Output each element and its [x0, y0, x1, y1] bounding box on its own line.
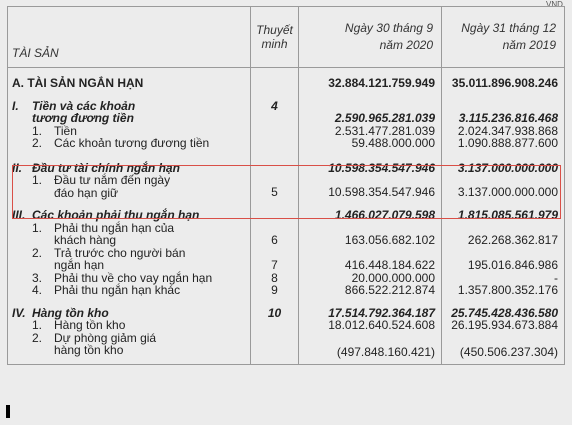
note-ref: 7 — [251, 247, 299, 272]
value-2019: 2.024.347.938.868 — [442, 125, 565, 138]
row-label: III. Các khoản phải thu ngắn hạn — [8, 199, 251, 222]
header-note: Thuyết minh — [251, 7, 299, 68]
value-2019: 262.268.362.817 — [442, 222, 565, 247]
black-marker — [6, 405, 10, 418]
value-2019: 1.357.800.352.176 — [442, 284, 565, 297]
value-2019: 1.090.888.877.600 — [442, 137, 565, 150]
table-row — [8, 332, 565, 365]
row-label: A. TÀI SẢN NGẮN HẠN — [8, 68, 251, 90]
row-label: 1. Hàng tồn kho — [8, 319, 251, 332]
note-ref: 4 — [251, 90, 299, 125]
row-label: 2. Trả trước cho người bán ngắn hạn — [8, 247, 251, 272]
table-row — [8, 222, 565, 247]
value-2020: 2.531.477.281.039 — [299, 125, 442, 138]
header-date-2019: Ngày 31 tháng 12 năm 2019 — [442, 7, 565, 68]
table-row-section-a — [8, 68, 565, 90]
value-2020: 866.522.212.874 — [299, 284, 442, 297]
row-label: I. Tiền và các khoản tương đương tiền — [8, 90, 251, 125]
value-2020: 1.466.027.079.598 — [299, 199, 442, 222]
value-2020: 17.514.792.364.187 — [299, 297, 442, 320]
row-label: 2. Dự phòng giảm giá hàng tồn kho — [8, 332, 251, 365]
value-2019: - — [442, 272, 565, 285]
value-2019: 1.815.085.561.979 — [442, 199, 565, 222]
value-2020: 416.448.184.622 — [299, 247, 442, 272]
note-ref: 8 — [251, 272, 299, 285]
value-2020: 59.488.000.000 — [299, 137, 442, 150]
table-header-row — [8, 7, 565, 68]
table-row-section-iv — [8, 297, 565, 320]
row-label: 1. Đầu tư nắm đến ngày đáo hạn giữ — [8, 174, 251, 199]
value-2020: (497.848.160.421) — [299, 332, 442, 365]
value-2019: 3.137.000.000.000 — [442, 150, 565, 175]
note-ref: 6 — [251, 222, 299, 247]
value-2019: 35.011.896.908.246 — [442, 68, 565, 90]
header-asset: TÀI SẢN — [8, 7, 251, 68]
value-2019: 26.195.934.673.884 — [442, 319, 565, 332]
value-2019: 25.745.428.436.580 — [442, 297, 565, 320]
note-ref: 10 — [251, 297, 299, 320]
table-row — [8, 247, 565, 272]
row-label: 1. Tiền — [8, 125, 251, 138]
value-2020: 2.590.965.281.039 — [299, 90, 442, 125]
row-label: 3. Phải thu về cho vay ngắn hạn — [8, 272, 251, 285]
value-2020: 20.000.000.000 — [299, 272, 442, 285]
note-ref: 5 — [251, 174, 299, 199]
row-label: 1. Phải thu ngắn hạn của khách hàng — [8, 222, 251, 247]
table-row — [8, 137, 565, 150]
value-2020: 10.598.354.547.946 — [299, 174, 442, 199]
value-2019: 3.115.236.816.468 — [442, 90, 565, 125]
row-label: IV. Hàng tồn kho — [8, 297, 251, 320]
value-2019: 3.137.000.000.000 — [442, 174, 565, 199]
row-label: 2. Các khoản tương đương tiền — [8, 137, 251, 150]
header-date-2020: Ngày 30 tháng 9 năm 2020 — [299, 7, 442, 68]
note-ref: 9 — [251, 284, 299, 297]
value-2019: (450.506.237.304) — [442, 332, 565, 365]
row-label: 4. Phải thu ngắn hạn khác — [8, 284, 251, 297]
row-label: II. Đầu tư tài chính ngắn hạn — [8, 150, 251, 175]
value-2020: 10.598.354.547.946 — [299, 150, 442, 175]
value-2020: 32.884.121.759.949 — [299, 68, 442, 90]
value-2020: 18.012.640.524.608 — [299, 319, 442, 332]
table-row — [8, 284, 565, 297]
currency-unit-mark: VND — [546, 0, 563, 9]
value-2020: 163.056.682.102 — [299, 222, 442, 247]
highlight-box — [12, 165, 561, 219]
value-2019: 195.016.846.986 — [442, 247, 565, 272]
table-row-section-i — [8, 90, 565, 125]
